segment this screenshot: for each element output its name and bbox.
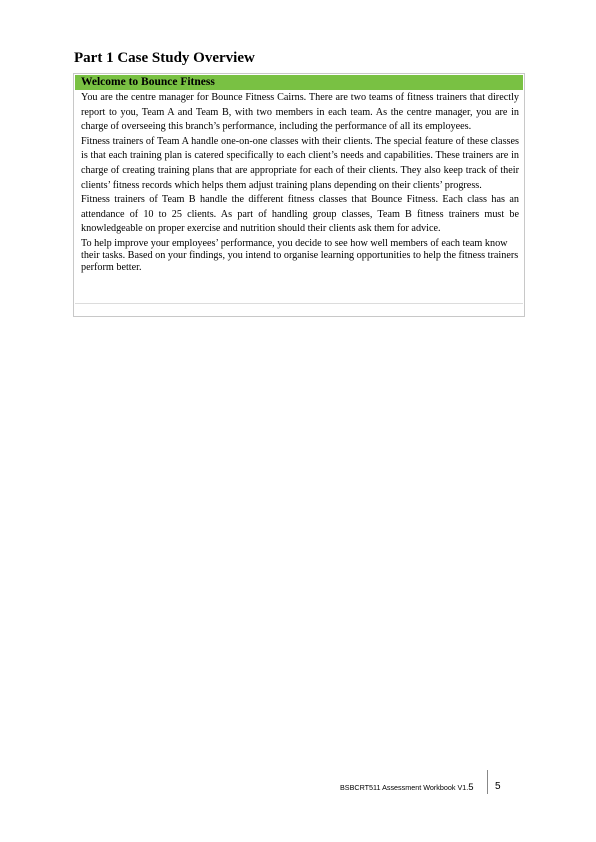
case-study-body (74, 90, 524, 273)
footer-divider (487, 770, 488, 794)
case-study-title: Welcome to Bounce Fitness (75, 75, 523, 90)
section-heading: Part 1 Case Study Overview (74, 50, 255, 66)
paragraph-2: Fitness trainers of Team A handle one-on-one classes with their clients. The special feature of these classes is that each training plan is catered specifically to each client’s needs and capabilities. These trainers are in charge of creating training plans that are appropriate for each of their clients. They also keep track of their clients’ fitness records which helps them adjust training plans depending on their clients’ progress. (81, 135, 519, 191)
case-study-box (73, 73, 525, 317)
footer-version-digit: 5 (468, 782, 474, 793)
paragraph-1: You are the centre manager for Bounce Fitness Cairns. There are two teams of fitness trainers that directly report to you, Team A and Team B, with two members in each team. As the centre manager, you are in charge of overseeing this branch’s performance, including the performance of all its employees. (81, 92, 519, 133)
box-divider (75, 303, 523, 304)
footer-doc-title: BSBCRT511 Assessment Workbook V1. (340, 783, 469, 792)
footer-doc-label (340, 782, 474, 793)
paragraph-3: Fitness trainers of Team B handle the different fitness classes that Bounce Fitness. Each class has an attendance of 10 to 25 clients. As part of handling group classes, Team B fitness trainers must be knowledgeable on proper exercise and nutrition should their clients ask them for advice. (81, 194, 519, 235)
page-number: 5 (495, 781, 501, 792)
paragraph-4: To help improve your employees’ performance, you decide to see how well members of each team know their tasks. Based on your findings, you intend to organise learning opportunities to help the fitness trainers perform better. (81, 237, 519, 273)
